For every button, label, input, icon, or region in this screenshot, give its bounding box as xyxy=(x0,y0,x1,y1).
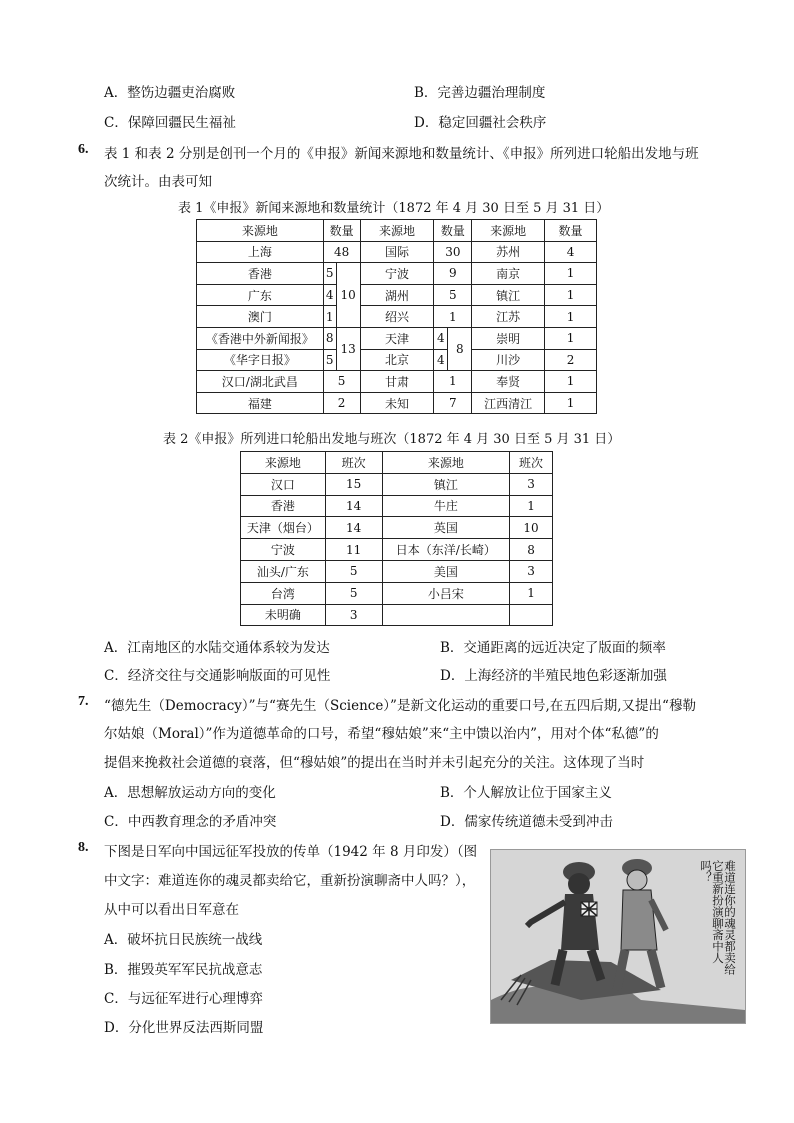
table-cell: 江苏 xyxy=(472,306,545,328)
table-row xyxy=(241,560,553,582)
q8-line1: 下图是日军向中国远征军投放的传单（1942 年 8 月印发）（图 xyxy=(104,844,478,860)
table-row xyxy=(197,327,597,349)
table-cell: 绍兴 xyxy=(360,306,434,328)
q5-option-a: A．整饬边疆吏治腐败 xyxy=(104,85,236,101)
table-row xyxy=(241,495,553,517)
table-cell: 未知 xyxy=(360,392,434,414)
table-cell: 30 xyxy=(434,241,472,263)
table-cell xyxy=(382,604,510,626)
q6-option-d: D．上海经济的半殖民地色彩逐渐加强 xyxy=(440,668,667,684)
table-cell: 1 xyxy=(510,495,553,517)
table-row xyxy=(241,582,553,604)
table-cell: 奉贤 xyxy=(472,371,545,393)
table-cell: 10 xyxy=(510,517,553,539)
table-cell: 7 xyxy=(434,392,472,414)
table-row xyxy=(241,473,553,495)
table2-header-cell: 来源地 xyxy=(382,452,510,474)
table-cell: 1 xyxy=(434,306,472,328)
table-cell: 国际 xyxy=(360,241,434,263)
table-row xyxy=(197,349,597,371)
table-cell: 4 xyxy=(434,327,448,349)
q6-option-c: C．经济交往与交通影响版面的可见性 xyxy=(104,668,331,684)
table-cell: 1 xyxy=(545,392,597,414)
leaflet-caption: 难道连你的魂灵都卖给它重新扮演聊斋中人吗？ xyxy=(699,860,737,975)
propaganda-leaflet-image xyxy=(490,849,746,1024)
q6-option-a: A．江南地区的水陆交通体系较为发达 xyxy=(104,640,330,656)
table-cell: 1 xyxy=(323,306,336,328)
table-cell: 英国 xyxy=(382,517,510,539)
table-cell: 苏州 xyxy=(472,241,545,263)
q7-number: 7. xyxy=(78,694,89,709)
table-cell: 日本（东洋/长崎） xyxy=(382,539,510,561)
table-cell: 香港 xyxy=(197,263,324,285)
table-cell: 甘肃 xyxy=(360,371,434,393)
table-cell: 1 xyxy=(510,582,553,604)
table-row xyxy=(197,392,597,414)
table-cell: 5 xyxy=(434,284,472,306)
table-cell: 牛庄 xyxy=(382,495,510,517)
q8-option-d: D．分化世界反法西斯同盟 xyxy=(104,1020,264,1036)
table-row xyxy=(241,517,553,539)
q5-option-d: D．稳定回疆社会秩序 xyxy=(414,115,547,131)
table-cell: 1 xyxy=(545,284,597,306)
table1-header-cell: 数量 xyxy=(545,220,597,242)
table-cell: 8 xyxy=(323,327,336,349)
table2-header-row xyxy=(241,452,553,474)
table-cell: 5 xyxy=(325,582,382,604)
table-cell: 1 xyxy=(545,327,597,349)
table-cell: 15 xyxy=(325,473,382,495)
q7-line3: 提倡来挽救社会道德的衰落，但“穆姑娘”的提出在当时并未引起充分的关注。这体现了当时 xyxy=(104,755,645,771)
group-total-cell: 8 xyxy=(448,327,472,370)
table-cell: 宁波 xyxy=(241,539,326,561)
table-row xyxy=(241,604,553,626)
table1-header-cell: 来源地 xyxy=(197,220,324,242)
table-cell: 未明确 xyxy=(241,604,326,626)
table-cell: 2 xyxy=(323,392,360,414)
table1-header-row xyxy=(197,220,597,242)
table-cell: 汉口/湖北武昌 xyxy=(197,371,324,393)
q5-option-c: C．保障回疆民生福祉 xyxy=(104,115,236,131)
table1-header-cell: 来源地 xyxy=(472,220,545,242)
table-cell: 小吕宋 xyxy=(382,582,510,604)
table-cell: 香港 xyxy=(241,495,326,517)
table-row xyxy=(241,539,553,561)
table-row xyxy=(197,263,597,285)
table-cell: 1 xyxy=(434,371,472,393)
table-cell: 3 xyxy=(325,604,382,626)
table-cell: 美国 xyxy=(382,560,510,582)
table-cell xyxy=(510,604,553,626)
table-cell: 上海 xyxy=(197,241,324,263)
table-row xyxy=(197,241,597,263)
table-cell: 南京 xyxy=(472,263,545,285)
table-cell: 《香港中外新闻报》 xyxy=(197,327,324,349)
q6-number: 6. xyxy=(78,142,89,157)
table-row xyxy=(197,371,597,393)
q8-line2: 中文字：难道连你的魂灵都卖给它，重新扮演聊斋中人吗？）， xyxy=(104,873,476,889)
table-cell: 4 xyxy=(545,241,597,263)
q7-line1: “德先生（Democracy）”与“赛先生（Science）”是新文化运动的重要口号,在五四后期,又提出“穆勒 xyxy=(104,698,696,714)
table1-header-cell: 数量 xyxy=(323,220,360,242)
q6-option-b: B．交通距离的远近决定了版面的频率 xyxy=(440,640,666,656)
table-cell: 1 xyxy=(545,263,597,285)
q7-option-b: B．个人解放让位于国家主义 xyxy=(440,785,612,801)
table-cell: 崇明 xyxy=(472,327,545,349)
table-cell: 4 xyxy=(323,284,336,306)
group-total-cell: 10 xyxy=(336,263,360,328)
q8-number: 8. xyxy=(78,840,89,855)
table-cell: 天津 xyxy=(360,327,434,349)
table-cell: 汉口 xyxy=(241,473,326,495)
table-cell: 镇江 xyxy=(472,284,545,306)
table-cell: 天津（烟台） xyxy=(241,517,326,539)
table2-header-cell: 班次 xyxy=(325,452,382,474)
table-cell: 镇江 xyxy=(382,473,510,495)
table-cell: 1 xyxy=(545,371,597,393)
table-cell: 48 xyxy=(323,241,360,263)
q8-line3: 从中可以看出日军意在 xyxy=(104,902,239,918)
table-cell: 8 xyxy=(510,539,553,561)
table-cell: 14 xyxy=(325,517,382,539)
table-cell: 14 xyxy=(325,495,382,517)
group-total-cell: 13 xyxy=(336,327,360,370)
table-cell: 湖州 xyxy=(360,284,434,306)
table-cell: 4 xyxy=(434,349,448,371)
q7-line2: 尔姑娘（Moral）”作为道德革命的口号，希望“穆姑娘”来“主中馈以治内”，用对个体“私德”的 xyxy=(104,726,659,742)
table-cell: 宁波 xyxy=(360,263,434,285)
table-cell: 川沙 xyxy=(472,349,545,371)
table-cell: 福建 xyxy=(197,392,324,414)
table1 xyxy=(196,219,597,414)
table2-caption: 表 2《申报》所列进口轮船出发地与班次（1872 年 4 月 30 日至 5 月 31 日） xyxy=(163,432,621,447)
table-cell: 5 xyxy=(325,560,382,582)
table-cell: 5 xyxy=(323,263,336,285)
q5-option-b: B．完善边疆治理制度 xyxy=(414,85,546,101)
q8-option-c: C．与远征军进行心理博弈 xyxy=(104,991,263,1007)
table-cell: 1 xyxy=(545,306,597,328)
table-cell: 5 xyxy=(323,371,360,393)
table2-header-cell: 班次 xyxy=(510,452,553,474)
table-row xyxy=(197,306,597,328)
q6-stem-line2: 次统计。由表可知 xyxy=(104,174,212,190)
table-cell: 广东 xyxy=(197,284,324,306)
q8-option-a: A．破坏抗日民族统一战线 xyxy=(104,932,263,948)
table-cell: 澳门 xyxy=(197,306,324,328)
table2-header-cell: 来源地 xyxy=(241,452,326,474)
table1-header-cell: 来源地 xyxy=(360,220,434,242)
table-cell: 台湾 xyxy=(241,582,326,604)
table-cell: 北京 xyxy=(360,349,434,371)
q8-option-b: B．摧毁英军军民抗战意志 xyxy=(104,962,263,978)
q7-option-c: C．中西教育理念的矛盾冲突 xyxy=(104,814,277,830)
table-row xyxy=(197,284,597,306)
q7-option-d: D．儒家传统道德未受到冲击 xyxy=(440,814,613,830)
table-cell: 5 xyxy=(323,349,336,371)
table-cell: 11 xyxy=(325,539,382,561)
table-cell: 2 xyxy=(545,349,597,371)
table-cell: 3 xyxy=(510,560,553,582)
table1-header-cell: 数量 xyxy=(434,220,472,242)
q6-stem-line1: 表 1 和表 2 分别是创刊一个月的《申报》新闻来源地和数量统计、《申报》所列进口轮船出发地与班 xyxy=(104,146,699,162)
q7-option-a: A．思想解放运动方向的变化 xyxy=(104,785,276,801)
table-cell: 江西清江 xyxy=(472,392,545,414)
table-cell: 《华字日报》 xyxy=(197,349,324,371)
table-cell: 3 xyxy=(510,473,553,495)
table2 xyxy=(240,451,553,626)
table-cell: 9 xyxy=(434,263,472,285)
table-cell: 汕头/广东 xyxy=(241,560,326,582)
table1-caption: 表 1《申报》新闻来源地和数量统计（1872 年 4 月 30 日至 5 月 31 日） xyxy=(178,201,610,216)
